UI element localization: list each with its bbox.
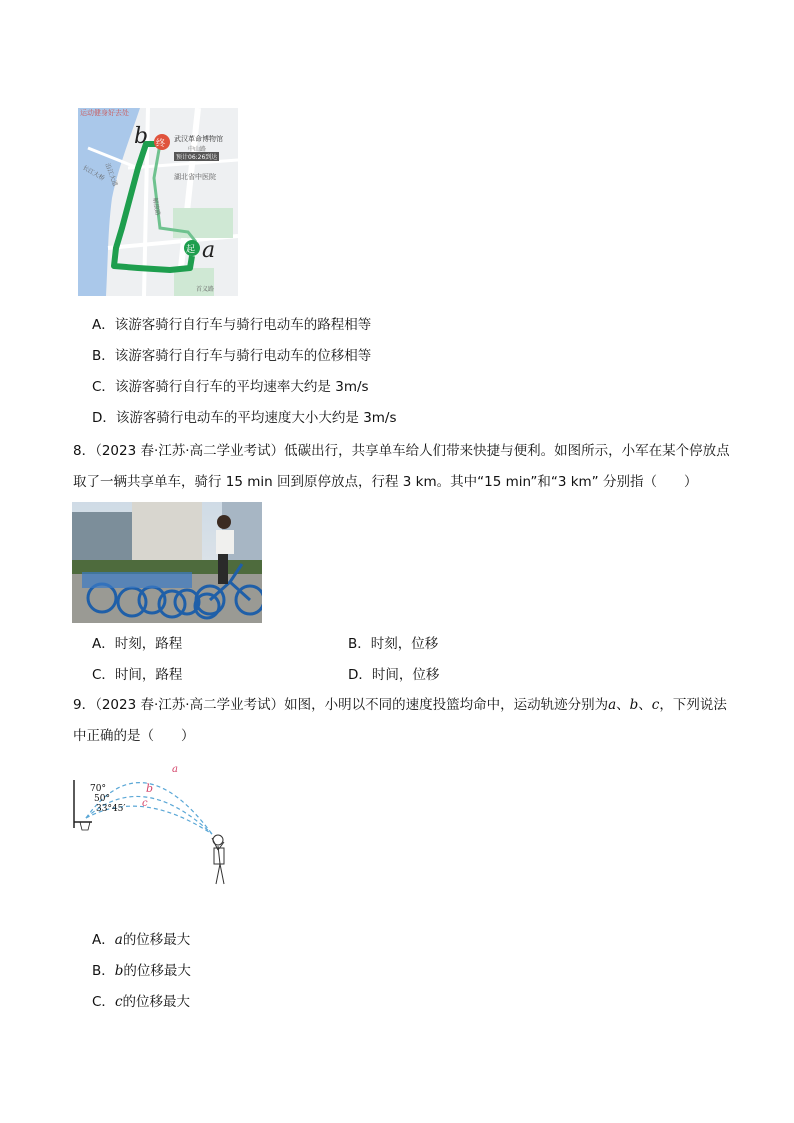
option-text: 时间，路程 [114, 667, 183, 683]
angle-50: 50° [94, 794, 110, 804]
option-text: 的位移最大 [123, 963, 191, 979]
label-c: c [142, 798, 148, 809]
eta-tag: 预计06:26到达 [176, 154, 218, 161]
map-label-top: 运动健身好去处 [80, 109, 129, 117]
question-number: 8． [73, 443, 96, 459]
road-bridge: 首义路 [196, 286, 215, 293]
option-letter: D． [348, 667, 372, 683]
q9-option-a[interactable] [92, 931, 190, 949]
poi-hospital: 湖北省中医院 [174, 173, 216, 181]
road-zhongshan: 中山路 [188, 146, 207, 153]
q7-option-c[interactable] [92, 378, 369, 396]
option-letter: C． [92, 379, 115, 395]
option-text: 该游客骑行自行车与骑行电动车的路程相等 [114, 317, 372, 333]
basketball-diagram [72, 760, 252, 890]
q8-stem [73, 436, 733, 498]
angle-70: 70° [90, 784, 106, 794]
option-letter: C． [92, 994, 115, 1010]
option-text: 该游客骑行电动车的平均速度大小大约是 3m/s [115, 410, 397, 426]
q9-option-c[interactable] [92, 993, 190, 1011]
route-map-figure [78, 108, 238, 296]
question-text: 如图，小明以不同的速度投篮均命中，运动轨迹分别为 [284, 697, 609, 713]
bike-photo-svg [72, 502, 262, 623]
separator: 、 [638, 697, 652, 713]
road-river: 长江大桥 [81, 164, 106, 183]
var-b: b [629, 697, 639, 713]
option-text: 该游客骑行自行车的平均速率大约是 3m/s [114, 379, 369, 395]
option-text: 时间，位移 [371, 667, 440, 683]
park-area [173, 208, 233, 238]
option-letter: B． [92, 348, 115, 364]
q9-stem [73, 690, 733, 752]
option-text: 的位移最大 [122, 932, 191, 948]
question-source: （2023 春·江苏·高二学业考试） [95, 443, 285, 459]
q9-option-b[interactable] [92, 962, 191, 980]
option-var: b [114, 963, 124, 979]
question-number: 9． [73, 697, 96, 713]
basketball-svg [72, 760, 252, 890]
var-c: c [651, 697, 660, 713]
option-letter: B． [92, 963, 115, 979]
poi-museum: 武汉革命博物馆 [174, 135, 223, 143]
option-letter: A． [92, 932, 115, 948]
road-yanjiang: 沿江大道 [103, 162, 119, 188]
bike-photo [72, 502, 262, 623]
option-text: 的位移最大 [122, 994, 190, 1010]
q8-option-b[interactable] [348, 635, 438, 653]
option-text: 时刻，路程 [114, 636, 183, 652]
q7-option-b[interactable] [92, 347, 371, 365]
end-badge: 终 [156, 139, 166, 149]
q8-option-c[interactable] [92, 666, 182, 684]
map-point-a: a [202, 238, 216, 263]
map-point-b: b [134, 124, 149, 149]
option-letter: C． [92, 667, 115, 683]
angle-33-45: 33°45′ [96, 804, 126, 814]
option-letter: B． [348, 636, 371, 652]
q7-option-a[interactable] [92, 316, 371, 334]
option-text: 时刻，位移 [370, 636, 439, 652]
label-a: a [172, 764, 178, 775]
option-text: 该游客骑行自行车与骑行电动车的位移相等 [114, 348, 372, 364]
option-var: c [114, 994, 123, 1010]
label-b: b [146, 782, 154, 795]
question-source: （2023 春·江苏·高二学业考试） [95, 697, 285, 713]
q7-option-d[interactable] [92, 409, 397, 427]
var-a: a [608, 697, 617, 713]
option-letter: A． [92, 636, 115, 652]
start-badge: 起 [186, 245, 196, 255]
net [80, 822, 90, 830]
question-text-end: ，下列说法中正确的是（ ） [73, 697, 727, 744]
road-jiefang: 解放路 [151, 197, 162, 217]
option-var: a [114, 932, 123, 948]
option-letter: D． [92, 410, 116, 426]
option-letter: A． [92, 317, 115, 333]
separator: 、 [616, 697, 630, 713]
question-text: 低碳出行，共享单车给人们带来快捷与便利。如图所示，小军在某个停放点取了一辆共享单车，骑行 15 min 回到原停放点，行程 3 km。其中“15 min”和“3 km” 分别指（ ） [73, 443, 730, 490]
map-road [128, 160, 238, 168]
q8-option-a[interactable] [92, 635, 182, 653]
q8-option-d[interactable] [348, 666, 439, 684]
